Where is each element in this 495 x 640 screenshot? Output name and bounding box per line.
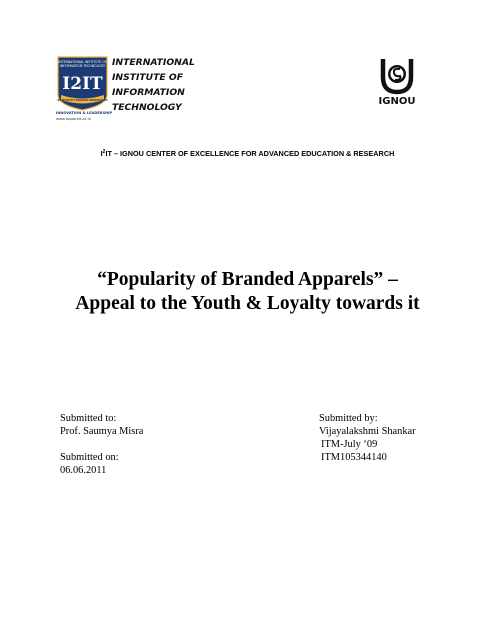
institute-name-line: INSTITUTE OF	[112, 72, 183, 83]
center-of-excellence-line	[0, 149, 495, 158]
batch: ITM-July ‘09	[321, 439, 378, 450]
project-title	[0, 268, 495, 316]
badge-mark-i2it: I2IT	[62, 74, 103, 94]
institute-name-line: INFORMATION	[112, 87, 185, 98]
i2it-website: www.isquareit.ac.in	[56, 117, 92, 121]
submitted-on-date: 06.06.2011	[60, 465, 107, 476]
ignou-emblem-icon	[380, 57, 414, 95]
submitted-to-name: Prof. Saumya Misra	[60, 426, 144, 437]
roll-number: ITM105344140	[321, 452, 387, 463]
submitted-by-block	[319, 412, 416, 464]
submitted-to-block	[60, 412, 143, 477]
i2it-tagline: INNOVATION & LEADERSHIP	[56, 111, 113, 115]
submitted-to-label: Submitted to:	[60, 413, 117, 424]
title-line-1: “Popularity of Branded Apparels” –	[97, 269, 398, 290]
center-line-text: IT – IGNOU CENTER OF EXCELLENCE FOR ADVANCED EDUCATION & RESEARCH	[105, 149, 395, 158]
title-line-2: Appeal to the Youth & Loyalty towards it	[75, 293, 420, 314]
institute-name-line: TECHNOLOGY	[112, 102, 182, 113]
badge-line-2: INFORMATION TECHNOLOGY	[59, 64, 106, 68]
submitted-by-label: Submitted by:	[319, 413, 378, 424]
institute-name-line: INTERNATIONAL	[112, 57, 195, 68]
submitted-by-name: Vijayalakshmi Shankar	[319, 426, 416, 437]
ignou-label: IGNOU	[378, 96, 416, 107]
badge-line-1: INTERNATIONAL INSTITUTE OF	[58, 60, 107, 64]
submitted-on-label: Submitted on:	[60, 452, 119, 463]
badge-ribbon-text: RESEARCH THROUGH INNOVATION	[57, 99, 108, 102]
center-line-prefix: I	[100, 149, 103, 158]
center-line-superscript: 2	[102, 149, 106, 155]
i2it-institute-name	[112, 55, 195, 115]
